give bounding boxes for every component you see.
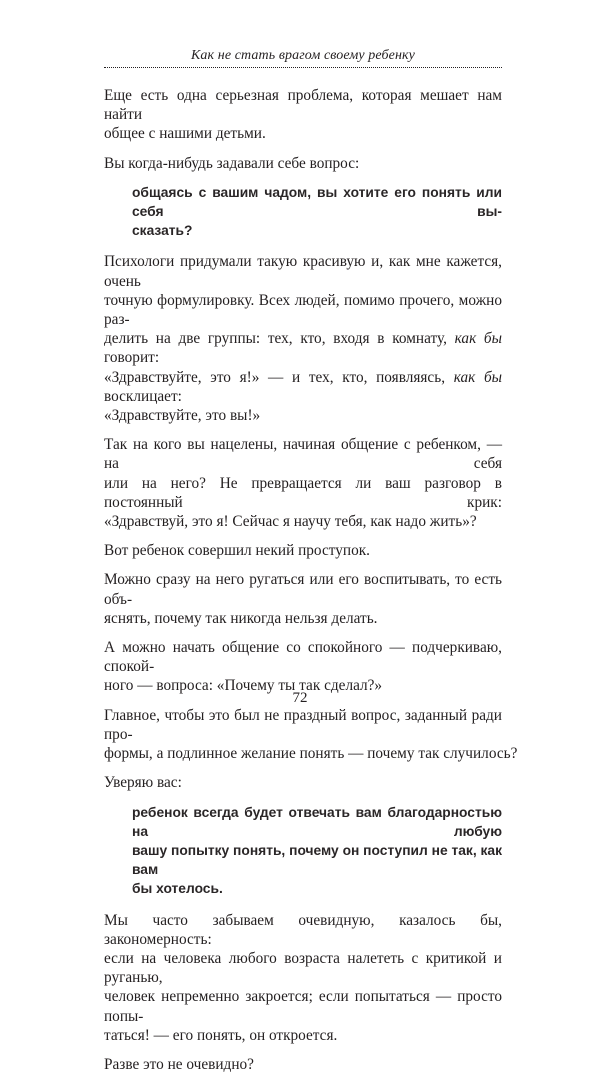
text-line: общее с нашими детьми.	[104, 125, 266, 143]
text-line: или на него? Не превращается ли ваш разговор в постоянный крик:	[104, 474, 502, 511]
emphasis: как бы	[454, 330, 502, 348]
text-line: Психологи придумали такую красивую и, как мне кажется, очень	[104, 253, 502, 290]
text-line: ного — вопроса: «Почему ты так сделал?»	[104, 677, 383, 695]
text-segment: «Здравствуйте, это я!» — и тех, кто, появляясь,	[104, 368, 446, 386]
text-line: таться! — его понять, он откроется.	[104, 1026, 338, 1044]
text-line: вашу попытку понять, почему он поступил не так, как вам	[132, 842, 502, 878]
text-line: А можно начать общение со спокойного — подчеркиваю, спокой-	[104, 639, 502, 676]
paragraph-11	[104, 1055, 502, 1074]
text-line: общаясь с вашим чадом, вы хотите его понять или себя вы-	[132, 184, 502, 220]
paragraph-3	[104, 252, 502, 425]
text-line	[104, 368, 502, 406]
emphasis: как бы	[453, 368, 502, 386]
running-header-title: Как не стать врагом своему ребенку	[191, 48, 415, 63]
text-line: Так на кого вы нацелены, начиная общение с ребенком, — на себя	[104, 436, 502, 473]
text-line: «Здравствуйте, это вы!»	[104, 407, 261, 425]
paragraph-10	[104, 911, 502, 1045]
text-line: «Здравствуй, это я! Сейчас я научу тебя, как надо жить»?	[104, 513, 477, 531]
text-line: сказать?	[132, 223, 193, 239]
text-segment: восклицает:	[104, 387, 182, 405]
highlighted-quote-2	[132, 803, 502, 899]
paragraph-2	[104, 154, 502, 173]
text-line: Вот ребенок совершил некий проступок.	[104, 542, 370, 560]
text-line: точную формулировку. Всех людей, помимо прочего, можно раз-	[104, 291, 502, 329]
paragraph-4	[104, 435, 502, 531]
text-line: формы, а подлинное желание понять — почему так случилось?	[104, 745, 518, 763]
paragraph-7	[104, 638, 502, 696]
text-line: Еще есть одна серьезная проблема, которая мешает нам найти	[104, 87, 502, 124]
header-dotted-rule	[104, 67, 502, 68]
text-line: Можно сразу на него ругаться или его воспитывать, то есть объ-	[104, 571, 502, 608]
text-segment: говорит:	[104, 349, 160, 367]
highlighted-quote-1	[132, 183, 502, 241]
text-segment: делить на две группы: тех, кто, входя в комнату,	[104, 330, 447, 348]
text-line	[104, 329, 502, 367]
text-line: Уверяю вас:	[104, 774, 182, 792]
text-line: человек непременно закроется; если попытаться — просто попы-	[104, 988, 502, 1025]
text-line: Вы когда-нибудь задавали себе вопрос:	[104, 154, 360, 172]
text-line: бы хотелось.	[132, 881, 223, 897]
text-line: яснять, почему так никогда нельзя делать.	[104, 609, 378, 627]
paragraph-1	[104, 86, 502, 144]
text-line: ребенок всегда будет отвечать вам благодарностью на любую	[132, 804, 502, 839]
page-text	[104, 86, 518, 1084]
text-line: Главное, чтобы это был не праздный вопрос, заданный ради про-	[104, 706, 502, 743]
page-number: 72	[292, 690, 308, 706]
paragraph-9	[104, 773, 502, 792]
text-line: если на человека любого возраста налететь с критикой и руганью,	[104, 949, 502, 987]
text-line: Мы часто забываем очевидную, казалось бы, закономерность:	[104, 911, 502, 948]
paragraph-6	[104, 570, 502, 628]
text-line: Разве это не очевидно?	[104, 1055, 254, 1073]
paragraph-5	[104, 541, 502, 560]
paragraph-8	[104, 706, 518, 764]
